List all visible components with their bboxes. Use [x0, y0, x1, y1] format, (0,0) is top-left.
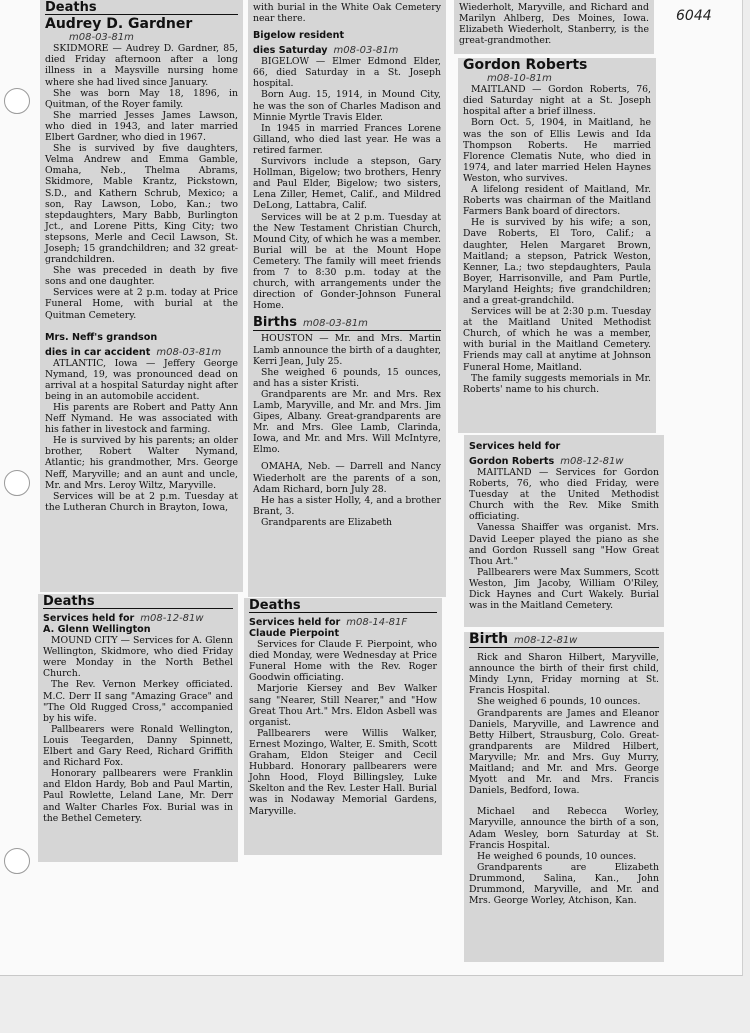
obituary-body: ATLANTIC, Iowa — Jeffery George Nymand, 19, was pronounced dead on arrival at a hospital Saturday night after being in an automobile accident. His parents are Robert and Patty Ann Neff Nymand. He was associated with his father in livestock and farming. He is survived by his parents; an older brother, Robert Walter Nymand, Atlantic; his grandmother, Mrs. George Neff, Maryville; and an aunt and uncle, Mr. and Mrs. Leroy Wiltz, Maryville. Services will be at 2 p.m. Tuesday at the Lutheran Church in Brayton, Iowa, — [45, 357, 238, 513]
clipping-deaths-pierpoint — [244, 598, 442, 855]
obituary-body: Services for Claude F. Pierpoint, who died Monday, were Wednesday at Price Funeral Home with the Rev. Roger Goodwin officiating. Marjorie Kiersey and Bev Walker sang "Nearer, Still Nearer," and "How Great Thou Art." Mrs. Eldon Asbell was organist. Pallbearers were Willis Walker, Ernest Mozingo, Walter, E. Smith, Scott Graham, Eldon Steiger and Cecil Hubbard. Honorary pallbearers were John Hood, Floyd Billingsley, Luke Skelton and the Rev. Lester Hall. Burial was in Nodaway Memorial Gardens, Maryville. — [249, 639, 437, 817]
obituary-title: Mrs. Neff's grandson — [45, 331, 158, 343]
binder-hole — [4, 88, 30, 114]
births-body: HOUSTON — Mr. and Mrs. Martin Lamb announce the birth of a daughter, Kerri Jean, July 25. She weighed 6 pounds, 15 ounces, and has a sister Kristi. Grandparents are Mr. and Mrs. Rex Lamb, Maryville, and Mr. and Mrs. Jim Gipes, Albany. Great-grandparents are Mr. and Mrs. Glee Lamb, Clarinda, Iowa, and Mr. and Mrs. Will McIntyre, Elmo. OMAHA, Neb. — Darrell and Nancy Wiederholt are the parents of a son, Adam Richard, born July 28. He has a sister Holly, 4, and a brother Brant, 3. Grandparents are Elizabeth — [253, 333, 441, 528]
obituary-title: dies in car accident m08-03-81m — [45, 346, 222, 358]
binder-hole — [4, 470, 30, 496]
section-header: Births m08-03-81m — [253, 317, 441, 331]
handwritten-date: m08-03-81m — [333, 45, 399, 57]
obituary-title: Services held for m08-14-81F — [249, 617, 408, 629]
births-body: Rick and Sharon Hilbert, Maryville, announce the birth of their first child, Mindy Lynn, Friday morning at St. Francis Hospital. She weighed 6 pounds, 10 ounces. Grandparents are James and Eleanor Daniels, Maryville, and Lawrence and Betty Hilbert, Strausburg, Colo. Great-grandparents are Mildred Hilbert, Maryville; Mr. and Mrs. Guy Murry, Maitland; and Mr. and Mrs. George Myott and Mr. and Mrs. Francis Daniels, Bedford, Iowa. Michael and Rebecca Worley, Maryville, announce the birth of a son, Adam Wesley, born Saturday at St. Francis Hospital. He weighed 6 pounds, 10 ounces. Grandparents are Elizabeth Drummond, Salina, Kan., John Drummond, Maryville, and Mr. and Mrs. George Worley, Atchison, Kan. — [469, 652, 659, 907]
obituary-title: Services held for m08-12-81w — [43, 613, 204, 625]
obituary-title: dies Saturday m08-03-81m — [253, 45, 399, 57]
handwritten-date: m08-03-81m — [156, 346, 222, 358]
clipping-birth-hilbert — [464, 632, 664, 962]
handwritten-date: m08-03-81m — [69, 32, 134, 44]
handwritten-date: m08-10-81m — [487, 73, 552, 85]
handwritten-date: m08-12-81w — [514, 635, 578, 646]
clipping-births-carryover: Wiederholt, Maryville, and Richard and Marilyn Ahlberg, Des Moines, Iowa. Elizabeth Wiederholt, Stanberry, is the great-grandmother. — [454, 0, 654, 54]
section-header: Deaths — [43, 596, 233, 609]
obituary-body: MOUND CITY — Services for A. Glenn Wellington, Skidmore, who died Friday were Monday in the North Bethel Church. The Rev. Vernon Merkey officiated. M.C. Derr II sang "Amazing Grace" and "The Old Rugged Cross," accompanied by his wife. Pallbearers were Ronald Wellington, Louis Teegarden, Danny Spinnett, Elbert and Gary Reed, Richard Griffith and Richard Fox. Honorary pallbearers were Franklin and Eldon Hardy, Bob and Paul Martin, Paul Rowlette, Leland Lane, Mr. Derr and Walter Charles Fox. Burial was in the Bethel Cemetery. — [43, 635, 233, 824]
handwritten-date: m08-12-81w — [560, 456, 624, 467]
obituary-title: Claude Pierpoint — [249, 628, 340, 640]
handwritten-date: m08-12-81w — [140, 613, 204, 625]
obituary-title: Gordon Roberts — [463, 58, 588, 73]
clipping-deaths-wellington — [38, 594, 238, 862]
obituary-title: A. Glenn Wellington — [43, 624, 151, 636]
section-header: Deaths — [249, 600, 437, 613]
page-number: 6044 — [676, 8, 712, 24]
obituary-title: Audrey D. Gardner — [45, 16, 193, 33]
obituary-title: Services held for — [469, 441, 561, 452]
obituary-title: Gordon Roberts m08-12-81w — [469, 456, 624, 467]
obituary-body: MAITLAND — Gordon Roberts, 76, died Saturday night at a St. Joseph hospital after a brief illness. Born Oct. 5, 1904, in Maitland, he was the son of Ellis Lewis and Ida Thompson Roberts. He married Florence Clematis Nute, who died in 1974, and later married Helen Haynes Weston, who survives. A lifelong resident of Maitland, Mr. Roberts was chairman of the Maitland Farmers Bank board of directors. He is survived by his wife; a son, Dave Roberts, El Toro, Calif.; a daughter, Helen Margaret Brown, Maitland; a stepson, Patrick Weston, Kenner, La.; two stepdaughters, Paula Boyer, Harrisonville, and Pam Purtle, Maryland Heights; five grandchildren; and a great-grandchild. Services will be at 2:30 p.m. Tuesday at the Maitland United Methodist Church, of which he was a member, with burial in the Maitland Cemetery. Friends may call at anytime at Johnson Funeral Home, Maitland. The family suggests memorials in Mr. Roberts' name to his church. — [463, 84, 651, 395]
clipping-deaths-gardner — [40, 0, 243, 592]
clipping-gordon-roberts — [458, 58, 656, 433]
handwritten-date: m08-03-81m — [302, 318, 368, 330]
obituary-body: BIGELOW — Elmer Edmond Elder, 66, died Saturday in a St. Joseph hospital. Born Aug. 15, 1914, in Mound City, he was the son of Charles Madison and Minnie Myrtle Travis Elder. In 1945 in married Frances Lorene Gilland, who died last year. He was a retired farmer. Survivors include a stepson, Gary Hollman, Bigelow; two brothers, Henry and Paul Elder, Bigelow; two sisters, Lena Ziller, Hemet, Calif., and Mildred DeLong, Lattabra, Calif. Services will be at 2 p.m. Tuesday at the New Testament Christian Church, Mound City, of which he was a member. Burial will be at the Mount Hope Cemetery. The family will meet friends from 7 to 8:30 p.m. today at the church, with arrangements under the direction of Gonder-Johnson Funeral Home. — [253, 56, 441, 312]
handwritten-date: m08-14-81F — [346, 617, 408, 629]
clipping-services-roberts — [464, 435, 664, 627]
obituary-body: MAITLAND — Services for Gordon Roberts, 76, who died Friday, were Tuesday at the United Methodist Church with the Rev. Mike Smith officiating. Vanessa Shaiffer was organist. Mrs. David Leeper played the piano as she and Gordon Russell sang "How Great Thou Art." Pallbearers were Max Summers, Scott Weston, Jim Jacoby, William O'Riley, Dick Haynes and Curt Wakely. Burial was in the Maitland Cemetery. — [469, 467, 659, 612]
clipping-bigelow-births: with burial in the White Oak Cemetery near there. Bigelow resident dies Saturday m08-03-81m BIGELOW — Elmer Edmond Elder, 66, died Saturday in a St. Joseph hospital. Born Aug. 15, 1914, in Mound City, he was the son of Charles Madison and Minnie Myrtle Travis Elder. In 1945 in married Frances Lorene Gilland, who died last year. He was a retired farmer. Survivors include a stepson, Gary Hollman, Bigelow; two brothers, Henry and Paul Elder, Bigelow; two sisters, Lena Ziller, Hemet, Calif., and Mildred DeLong, Lattabra, Calif. Services will be at 2 p.m. Tuesday at the New Testament Christian Church, Mound City, of which he was a member. Burial will be at the Mount Hope Cemetery. The family will meet friends from 7 to 8:30 p.m. today at the church, with arrangements under the direction of Gonder-Johnson Funeral Home. Births m08-03-81m HOUSTON — Mr. and Mrs. Martin Lamb announce the birth of a daughter, Kerri Jean, July 25. She weighed 6 pounds, 15 ounces, and has a sister Kristi. Grandparents are Mr. and Mrs. Rex Lamb, Maryville, and Mr. and Mrs. Jim Gipes, Albany. Great-grandparents are Mr. and Mrs. Glee Lamb, Clarinda, Iowa, and Mr. and Mrs. Will McIntyre, Elmo. OMAHA, Neb. — Darrell and Nancy Wiederholt are the parents of a son, Adam Richard, born July 28. He has a sister Holly, 4, and a brother Brant, 3. Grandparents are Elizabeth — [248, 0, 446, 597]
binder-hole — [4, 848, 30, 874]
obituary-body: SKIDMORE — Audrey D. Gardner, 85, died Friday afternoon after a long illness in a Maysville nursing home where she had lived since January. She was born May 18, 1896, in Quitman, of the Royer family. She married Jesses James Lawson, who died in 1943, and later married Elbert Gardner, who died in 1967. She is survived by five daughters, Velma Andrew and Emma Gamble, Omaha, Neb., Thelma Abrams, Skidmore, Mable Krantz, Pickstown, S.D., and Kathern Schrub, Mexico; a son, Ray Lawson, Lobo, Kan.; two stepdaughters, Mary Babb, Burlington Jct., and Lorene Pitts, King City; two stepsons, Merle and Cecil Lawson, St. Joseph; 15 grandchildren; and 32 great-grandchildren. She was preceded in death by five sons and one daughter. Services were at 2 p.m. today at Price Funeral Home, with burial at the Quitman Cemetery. — [45, 43, 238, 321]
obituary-title: Bigelow resident — [253, 30, 345, 42]
section-header: Deaths — [45, 2, 238, 15]
section-header: Birth m08-12-81w — [469, 634, 659, 648]
